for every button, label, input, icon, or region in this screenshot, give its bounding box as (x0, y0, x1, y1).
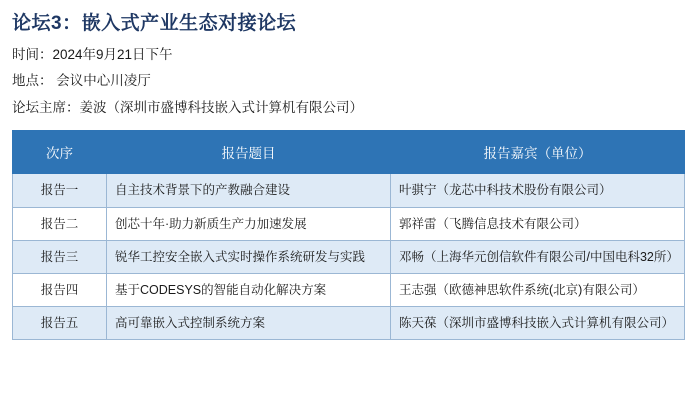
cell-guest: 陈天葆（深圳市盛博科技嵌入式计算机有限公司） (391, 306, 685, 339)
forum-location: 地点： 会议中心川凌厅 (12, 73, 151, 89)
cell-order: 报告四 (13, 273, 107, 306)
cell-topic: 基于CODESYS的智能自动化解决方案 (107, 273, 391, 306)
column-header-topic: 报告题目 (107, 131, 391, 174)
cell-order: 报告五 (13, 306, 107, 339)
forum-time: 时间：2024年9月21日下午 (12, 46, 173, 62)
cell-order: 报告一 (13, 174, 107, 207)
cell-topic: 高可靠嵌入式控制系统方案 (107, 306, 391, 339)
cell-guest: 王志强（欧德神思软件系统(北京)有限公司） (391, 273, 685, 306)
forum-chair: 论坛主席：姜波（深圳市盛博科技嵌入式计算机有限公司） (12, 99, 363, 115)
cell-topic: 自主技术背景下的产教融合建设 (107, 174, 391, 207)
table-row (13, 207, 685, 240)
cell-topic: 创芯十年·助力新质生产力加速发展 (107, 207, 391, 240)
table-body (13, 174, 685, 340)
column-header-guest: 报告嘉宾（单位） (391, 131, 685, 174)
cell-order: 报告二 (13, 207, 107, 240)
table-header (13, 131, 685, 174)
column-header-order: 次序 (13, 131, 107, 174)
table-header-row (13, 131, 685, 174)
cell-guest: 郭祥雷（飞腾信息技术有限公司） (391, 207, 685, 240)
cell-topic: 锐华工控安全嵌入式实时操作系统研发与实践 (107, 240, 391, 273)
cell-guest: 邓畅（上海华元创信软件有限公司/中国电科32所） (391, 240, 685, 273)
page-title: 论坛3：嵌入式产业生态对接论坛 (12, 13, 297, 34)
agenda-table (12, 130, 685, 340)
table-row (13, 174, 685, 207)
table-row (13, 306, 685, 339)
table-row (13, 273, 685, 306)
table-row (13, 240, 685, 273)
cell-order: 报告三 (13, 240, 107, 273)
cell-guest: 叶骐宁（龙芯中科技术股份有限公司） (391, 174, 685, 207)
